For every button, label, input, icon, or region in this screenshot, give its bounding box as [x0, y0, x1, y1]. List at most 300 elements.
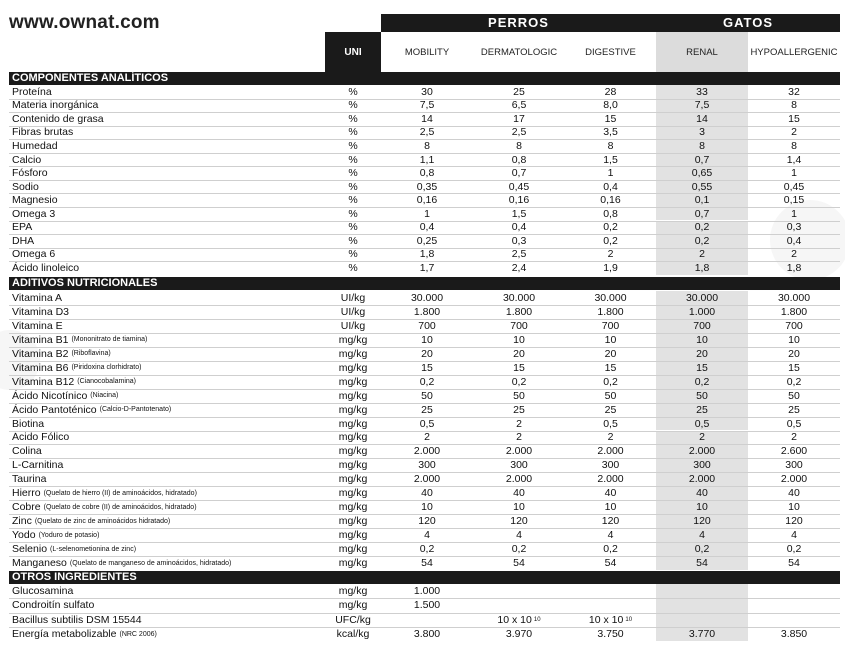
value-text: 20	[604, 347, 617, 360]
value-cell-digestive	[565, 180, 656, 194]
table-row	[9, 613, 840, 627]
value-cell-mobility	[381, 153, 473, 167]
value-cell-hypoallergenic	[748, 431, 840, 445]
row-label	[12, 375, 136, 389]
value-text: 14	[421, 112, 433, 125]
row-label-text: Fósforo	[12, 167, 48, 180]
value-cell-digestive	[565, 500, 656, 514]
row-label-text: Humedad	[12, 139, 58, 152]
value-text: 700	[601, 319, 620, 332]
row-label-note: (Quelato de zinc de aminoácidos hidratado)	[34, 517, 171, 525]
value-text: 2.000	[597, 473, 624, 486]
value-cell-dermatologic	[473, 85, 565, 99]
unit-cell: mg/kg	[338, 459, 368, 472]
site-url: www.ownat.com	[9, 12, 160, 33]
value-text: 0,4	[511, 221, 527, 234]
value-text: 3,5	[603, 126, 618, 139]
value-cell-digestive	[565, 207, 656, 221]
row-divider	[9, 598, 840, 599]
row-label-note: (L-selenometionina de zinc)	[50, 545, 137, 553]
value-text: 40	[513, 487, 525, 500]
group-header-cats: GATOS	[656, 14, 840, 32]
row-label	[12, 112, 104, 126]
value-cell-dermatologic	[473, 598, 565, 612]
table-row	[9, 598, 840, 612]
unit-cell: mg/kg	[338, 585, 368, 598]
row-divider	[9, 139, 840, 140]
unit-cell: mg/kg	[338, 403, 368, 416]
value-text: 15	[421, 361, 433, 374]
unit-cell: mg/kg	[338, 487, 368, 500]
row-label-text: Vitamina B1	[12, 333, 69, 346]
value-cell-hypoallergenic	[748, 193, 840, 207]
table-row	[9, 180, 840, 194]
value-cell-renal	[656, 598, 748, 612]
row-label-text: Proteína	[12, 85, 52, 98]
value-text: 1,8	[694, 261, 710, 274]
value-text: 1.800	[597, 305, 624, 318]
value-cell-hypoallergenic	[748, 472, 840, 486]
row-divider	[9, 319, 840, 320]
table-row	[9, 234, 840, 248]
value-cell-mobility	[381, 514, 473, 528]
value-cell-dermatologic	[473, 361, 565, 375]
table-row	[9, 347, 840, 361]
row-divider	[9, 180, 840, 181]
value-text: 0,2	[694, 375, 710, 388]
row-label-note: (Mononitrato de tiamina)	[71, 336, 148, 344]
value-text: 14	[696, 112, 708, 125]
value-text: 20	[513, 347, 525, 360]
value-cell-digestive	[565, 248, 656, 262]
value-cell-hypoallergenic	[748, 333, 840, 347]
unit-cell: UFC/kg	[335, 613, 371, 626]
row-label-text: Yodo	[12, 529, 36, 542]
value-cell-dermatologic	[473, 403, 565, 417]
row-divider	[9, 207, 840, 208]
table-row	[9, 528, 840, 542]
row-label-text: Selenio	[12, 543, 48, 556]
row-label-text: Ácido linoleico	[12, 261, 80, 274]
value-text: 25	[604, 403, 617, 416]
value-cell-hypoallergenic	[748, 112, 840, 126]
row-label-text: Omega 3	[12, 207, 56, 220]
value-text: 0,55	[691, 180, 713, 193]
value-text: 1.000	[413, 585, 441, 598]
value-text: 300	[418, 459, 436, 472]
value-text: 0,65	[691, 167, 713, 180]
row-divider	[9, 627, 840, 628]
value-cell-dermatologic	[473, 375, 565, 389]
row-label	[12, 486, 197, 500]
value-text: 0,2	[511, 543, 527, 556]
value-cell-dermatologic	[473, 431, 565, 445]
value-text: 50	[788, 389, 800, 402]
value-cell-mobility	[381, 417, 473, 431]
value-text: 8	[791, 139, 797, 152]
value-text: 2,4	[511, 261, 527, 274]
row-divider	[9, 500, 840, 501]
value-text: 1.800	[413, 305, 441, 318]
value-text: 10	[696, 333, 708, 346]
value-text: 40	[696, 487, 708, 500]
value-text: 40	[421, 487, 433, 500]
value-text: 2	[516, 417, 522, 430]
value-cell-renal	[656, 261, 748, 275]
value-cell-digestive	[565, 347, 656, 361]
row-label	[12, 333, 147, 347]
value-text: 700	[510, 319, 528, 332]
row-label-text: Vitamina D3	[12, 305, 70, 318]
table-row	[9, 627, 840, 641]
value-cell-digestive	[565, 193, 656, 207]
table-row	[9, 193, 840, 207]
value-text: 0,2	[603, 221, 618, 234]
value-text: 120	[418, 515, 436, 528]
value-cell-hypoallergenic	[748, 166, 840, 180]
value-cell-renal	[656, 333, 748, 347]
value-text: 54	[696, 557, 708, 570]
value-text: 0,8	[419, 167, 435, 180]
row-label	[12, 528, 99, 542]
value-text: 10	[421, 333, 433, 346]
value-cell-digestive	[565, 458, 656, 472]
row-label-note: (NRC 2006)	[119, 630, 157, 638]
value-text: 0,2	[603, 543, 618, 556]
group-header-dogs: PERROS	[381, 14, 656, 32]
value-text: 2.000	[505, 473, 533, 486]
unit-cell: %	[348, 207, 358, 220]
value-text: 25	[513, 403, 525, 416]
row-label	[12, 126, 73, 140]
value-text: 1.500	[413, 599, 441, 612]
value-cell-renal	[656, 556, 748, 570]
value-text: 4	[791, 529, 797, 542]
unit-cell: UI/kg	[340, 305, 366, 318]
value-text: 1,9	[603, 261, 618, 274]
value-cell-mobility	[381, 584, 473, 598]
value-cell-digestive	[565, 333, 656, 347]
table-row	[9, 126, 840, 140]
value-cell-digestive	[565, 153, 656, 167]
row-divider	[9, 417, 840, 418]
unit-cell: mg/kg	[338, 361, 368, 374]
value-cell-renal	[656, 417, 748, 431]
value-text: 25	[421, 403, 433, 416]
value-cell-dermatologic	[473, 234, 565, 248]
value-cell-mobility	[381, 319, 473, 333]
value-cell-mobility	[381, 139, 473, 153]
row-divider	[9, 556, 840, 557]
value-text: 30.000	[594, 291, 627, 304]
value-cell-digestive	[565, 85, 656, 99]
row-label	[12, 85, 52, 99]
row-divider	[9, 234, 840, 235]
unit-cell: mg/kg	[338, 389, 368, 402]
value-cell-renal	[656, 431, 748, 445]
value-cell-digestive	[565, 139, 656, 153]
value-text: 2	[516, 431, 522, 444]
value-cell-mobility	[381, 431, 473, 445]
unit-cell: mg/kg	[338, 431, 368, 444]
value-cell-digestive	[565, 261, 656, 275]
value-text: 54	[421, 557, 433, 570]
value-cell-renal	[656, 193, 748, 207]
row-label	[12, 291, 62, 305]
value-text: 20	[421, 347, 433, 360]
value-text: 15	[696, 361, 708, 374]
unit-cell: mg/kg	[338, 599, 368, 612]
value-cell-hypoallergenic	[748, 584, 840, 598]
unit-cell: %	[348, 261, 358, 274]
value-cell-dermatologic	[473, 528, 565, 542]
row-label-text: Colina	[12, 445, 42, 458]
value-text: 120	[785, 515, 803, 528]
value-cell-mobility	[381, 112, 473, 126]
value-cell-renal	[656, 444, 748, 458]
value-text: 0,15	[783, 194, 805, 207]
exponent: 10	[625, 616, 633, 623]
value-cell-hypoallergenic	[748, 221, 840, 235]
value-cell-dermatologic	[473, 180, 565, 194]
unit-cell: mg/kg	[338, 333, 368, 346]
row-label-text: Energía metabolizable	[12, 628, 117, 641]
value-cell-mobility	[381, 261, 473, 275]
value-text: 54	[604, 557, 617, 570]
value-cell-dermatologic	[473, 261, 565, 275]
value-cell-digestive	[565, 166, 656, 180]
value-cell-digestive	[565, 221, 656, 235]
table-row	[9, 291, 840, 305]
section-header-otros-ingredientes: OTROS INGREDIENTES	[9, 571, 840, 584]
row-divider	[9, 472, 840, 473]
value-text: 300	[601, 459, 620, 472]
value-text: 10 x 10	[588, 613, 624, 626]
table-row	[9, 248, 840, 262]
value-text: 0,2	[694, 221, 710, 234]
value-text: 10	[788, 333, 800, 346]
row-label	[12, 472, 46, 486]
value-cell-dermatologic	[473, 389, 565, 403]
value-cell-renal	[656, 528, 748, 542]
value-cell-hypoallergenic	[748, 444, 840, 458]
row-divider	[9, 542, 840, 543]
value-cell-renal	[656, 291, 748, 305]
value-cell-digestive	[565, 627, 656, 641]
value-text: 1	[607, 167, 614, 180]
value-text: 50	[421, 389, 433, 402]
value-text: 8	[791, 99, 797, 112]
value-text: 30	[421, 85, 433, 98]
value-cell-renal	[656, 180, 748, 194]
row-label-text: DHA	[12, 234, 35, 247]
value-cell-hypoallergenic	[748, 153, 840, 167]
table-row	[9, 221, 840, 235]
value-text: 3.750	[597, 628, 624, 641]
row-label	[12, 234, 34, 248]
value-text: 0,8	[511, 153, 527, 166]
value-text: 32	[788, 85, 800, 98]
row-label-text: Taurina	[12, 473, 47, 486]
column-header-mobility: MOBILITY	[404, 46, 450, 58]
value-cell-digestive	[565, 361, 656, 375]
table-row	[9, 403, 840, 417]
unit-cell: %	[348, 126, 358, 139]
value-text: 0,2	[694, 234, 710, 247]
table-row	[9, 486, 840, 500]
table-row	[9, 361, 840, 375]
value-text: 2.000	[505, 445, 533, 458]
row-divider	[9, 431, 840, 432]
row-label-text: L-Carnitina	[12, 459, 64, 472]
row-divider	[9, 166, 840, 167]
value-text: 10	[513, 333, 525, 346]
value-cell-renal	[656, 514, 748, 528]
value-text: 2.000	[688, 445, 716, 458]
value-cell-digestive	[565, 417, 656, 431]
row-divider	[9, 99, 840, 100]
row-label	[12, 598, 94, 612]
value-cell-dermatologic	[473, 305, 565, 319]
value-text: 2,5	[511, 248, 527, 261]
row-divider	[9, 153, 840, 154]
row-label	[12, 417, 44, 431]
value-cell-dermatologic	[473, 139, 565, 153]
value-text: 30.000	[685, 291, 719, 304]
value-cell-hypoallergenic	[748, 207, 840, 221]
table-row	[9, 444, 840, 458]
unit-cell: mg/kg	[338, 347, 368, 360]
row-label-text: Manganeso	[12, 557, 67, 570]
value-text: 3.770	[688, 628, 716, 641]
value-cell-renal	[656, 458, 748, 472]
row-label	[12, 542, 136, 556]
value-text: 15	[513, 361, 525, 374]
value-text: 8,0	[603, 99, 618, 112]
value-text: 1,8	[786, 261, 802, 274]
value-cell-digestive	[565, 389, 656, 403]
value-text: 4	[516, 529, 522, 542]
value-cell-dermatologic	[473, 99, 565, 113]
value-cell-dermatologic	[473, 207, 565, 221]
value-cell-mobility	[381, 598, 473, 612]
row-label	[12, 500, 197, 514]
value-cell-renal	[656, 613, 748, 627]
value-text: 0,5	[694, 417, 710, 430]
row-label-text: Vitamina E	[12, 319, 63, 332]
value-cell-hypoallergenic	[748, 234, 840, 248]
value-cell-mobility	[381, 291, 473, 305]
value-text: 28	[604, 85, 617, 98]
row-label-note: (Cianocobalamina)	[77, 378, 137, 386]
value-text: 0,4	[786, 234, 802, 247]
row-label	[12, 305, 69, 319]
row-label-note: (Riboflavina)	[71, 350, 111, 358]
table-row	[9, 207, 840, 221]
value-text: 30.000	[777, 291, 811, 304]
unit-cell: mg/kg	[338, 445, 368, 458]
row-divider	[9, 126, 840, 127]
value-text: 25	[513, 85, 525, 98]
row-label-text: Calcio	[12, 153, 42, 166]
value-cell-digestive	[565, 613, 656, 627]
value-cell-mobility	[381, 248, 473, 262]
unit-cell: mg/kg	[338, 375, 368, 388]
value-text: 2.000	[688, 473, 716, 486]
value-cell-renal	[656, 584, 748, 598]
value-text: 120	[510, 515, 528, 528]
value-text: 8	[424, 139, 430, 152]
unit-cell: mg/kg	[338, 515, 368, 528]
value-cell-renal	[656, 542, 748, 556]
table-row	[9, 389, 840, 403]
row-label-text: Ácido Fólico	[12, 431, 70, 444]
value-cell-renal	[656, 500, 748, 514]
value-text: 0,5	[786, 417, 802, 430]
exponent: 10	[533, 616, 541, 623]
value-text: 300	[693, 459, 711, 472]
value-text: 1.800	[505, 305, 533, 318]
value-cell-hypoallergenic	[748, 417, 840, 431]
value-text: 2.000	[597, 445, 624, 458]
value-text: 2,5	[511, 126, 527, 139]
value-cell-mobility	[381, 221, 473, 235]
value-text: 0,5	[603, 417, 618, 430]
value-cell-dermatologic	[473, 514, 565, 528]
value-cell-dermatologic	[473, 166, 565, 180]
unit-cell: mg/kg	[338, 473, 368, 486]
value-text: 4	[424, 529, 430, 542]
value-text: 4	[607, 529, 614, 542]
value-cell-dermatologic	[473, 193, 565, 207]
row-label-text: Vitamina A	[12, 291, 63, 304]
value-cell-hypoallergenic	[748, 85, 840, 99]
row-label-note: (Quelato de manganeso de aminoácidos, hidratado)	[69, 559, 232, 567]
value-cell-hypoallergenic	[748, 486, 840, 500]
unit-cell: %	[348, 248, 358, 261]
unit-cell: UI/kg	[340, 291, 366, 304]
value-text: 10	[513, 501, 525, 514]
value-cell-digestive	[565, 528, 656, 542]
column-header-renal: RENAL	[656, 32, 748, 72]
value-cell-digestive	[565, 584, 656, 598]
value-cell-dermatologic	[473, 291, 565, 305]
value-cell-hypoallergenic	[748, 598, 840, 612]
value-cell-hypoallergenic	[748, 139, 840, 153]
table-row	[9, 500, 840, 514]
value-cell-digestive	[565, 542, 656, 556]
value-cell-digestive	[565, 598, 656, 612]
row-label	[12, 319, 63, 333]
value-text: 3.800	[413, 628, 441, 641]
value-cell-renal	[656, 305, 748, 319]
unit-cell: mg/kg	[338, 417, 368, 430]
row-label-text: Ácido Pantoténico	[12, 403, 97, 416]
row-label-text: Biotina	[12, 417, 45, 430]
value-text: 2,5	[419, 126, 435, 139]
value-text: 0,16	[416, 194, 438, 207]
section-header-aditivos-nutricionales: ADITIVOS NUTRICIONALES	[9, 277, 840, 290]
value-text: 0,2	[419, 375, 435, 388]
value-cell-digestive	[565, 472, 656, 486]
value-text: 2	[699, 431, 705, 444]
value-cell-digestive	[565, 375, 656, 389]
value-text: 1	[791, 167, 797, 180]
value-cell-dermatologic	[473, 417, 565, 431]
value-cell-hypoallergenic	[748, 556, 840, 570]
value-text: 0,4	[603, 180, 618, 193]
value-cell-dermatologic	[473, 248, 565, 262]
